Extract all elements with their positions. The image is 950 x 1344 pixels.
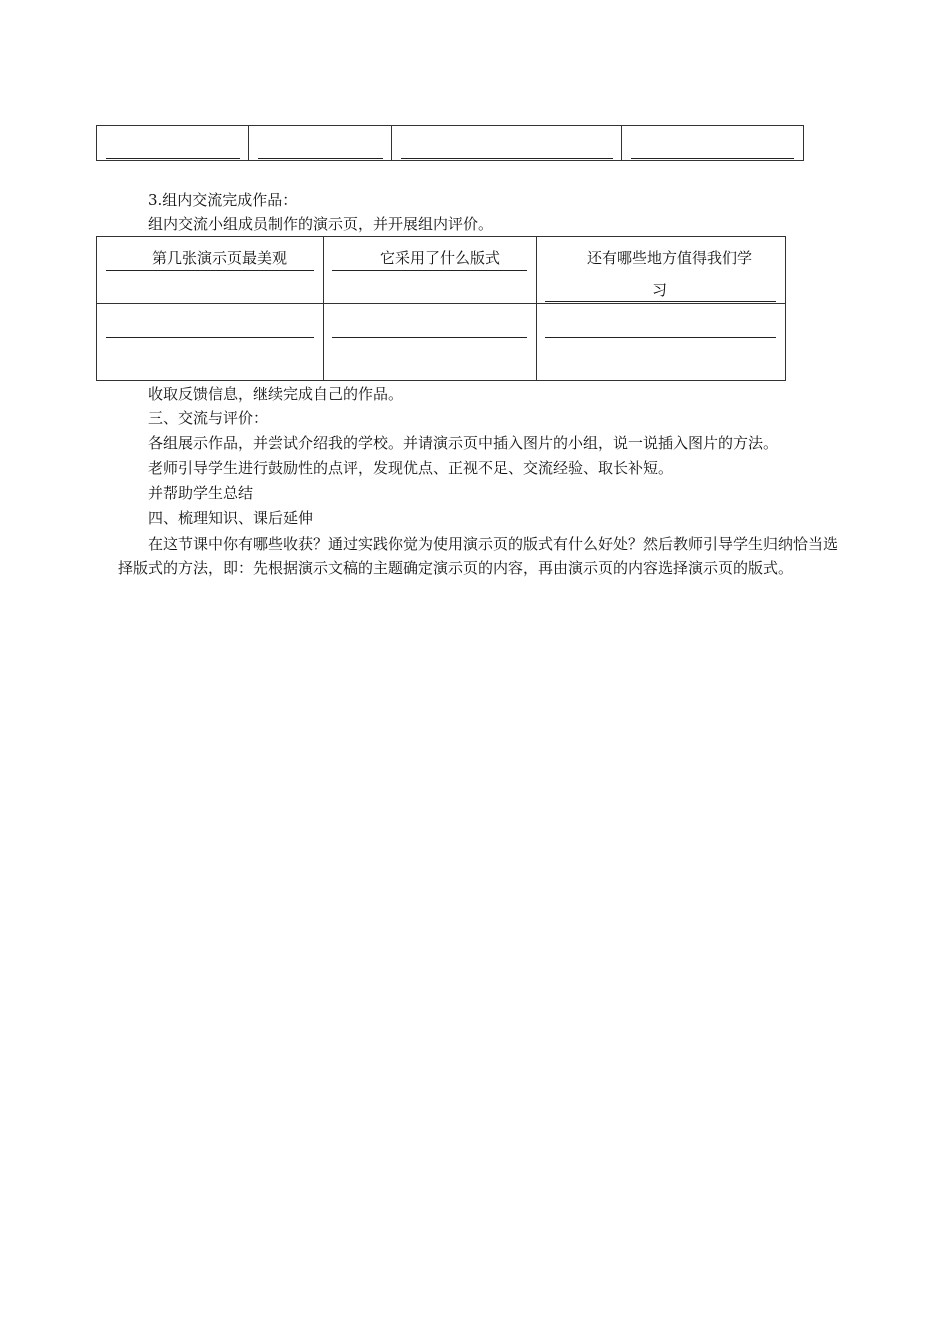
section-four-title: 四、梳理知识、课后延伸: [148, 509, 314, 527]
eval-header-best-slide: 第几张演示页最美观: [152, 249, 288, 267]
top-table-cell-line: [106, 158, 240, 159]
eval-header-underline: [545, 301, 776, 302]
eval-header-learn: 还有哪些地方值得我们学: [587, 249, 753, 267]
eval-row-answer-line: [545, 337, 776, 338]
feedback-line: 收取反馈信息，继续完成自己的作品。: [148, 385, 404, 403]
eval-header-underline: [332, 270, 527, 271]
top-table-divider: [621, 126, 622, 160]
eval-table-row-divider: [97, 303, 785, 304]
top-table-divider: [391, 126, 392, 160]
teacher-line: 老师引导学生进行鼓励性的点评，发现优点、正视不足、交流经验、取长补短。: [148, 459, 674, 477]
top-table-cell-line: [631, 158, 794, 159]
eval-table: [96, 236, 786, 381]
summary-line: 并帮助学生总结: [148, 484, 254, 502]
top-table-cell-line: [258, 158, 383, 159]
closing-paragraph: 在这节课中你有哪些收获？通过实践你觉为使用演示页的版式有什么好处？然后教师引导学生归纳恰当选择版式的方法，即：先根据演示文稿的主题确定演示页的内容，再由演示页的内容选择演示页的版式。: [118, 535, 839, 577]
eval-row-answer-line: [332, 337, 527, 338]
eval-table-col-divider: [323, 237, 324, 380]
top-table-divider: [248, 126, 249, 160]
section-three-title: 三、交流与评价：: [148, 409, 269, 427]
top-table: [96, 125, 804, 161]
eval-row-answer-line: [106, 337, 314, 338]
eval-header-learn-wrap: 习: [652, 281, 668, 299]
section-3-heading: 3.组内交流完成作品：: [148, 191, 298, 209]
eval-table-col-divider: [536, 237, 537, 380]
present-line: 各组展示作品，并尝试介绍我的学校。并请演示页中插入图片的小组，说一说插入图片的方法。: [148, 434, 779, 452]
eval-header-underline: [106, 270, 314, 271]
section-3-intro: 组内交流小组成员制作的演示页，并开展组内评价。: [148, 215, 494, 233]
top-table-cell-line: [401, 158, 613, 159]
eval-header-layout: 它采用了什么版式: [380, 249, 501, 267]
